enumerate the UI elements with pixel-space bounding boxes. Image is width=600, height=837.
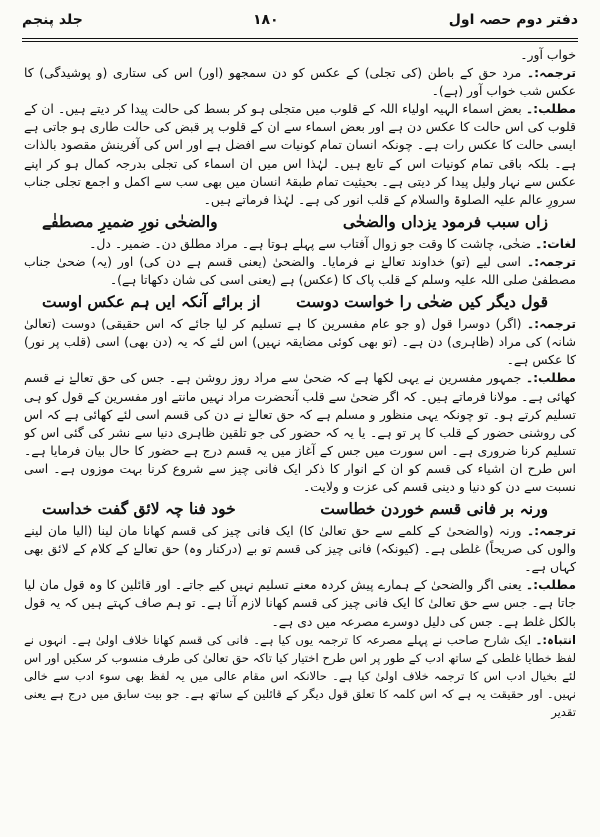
header-volume: جلد پنجم: [22, 12, 83, 28]
paragraph: مطلب:۔ یعنی اگر والضحیٰ کے ہمارے پیش کردہ معنے تسلیم نہیں کیے جاتے۔ اور قائلین کا وہ قول مان لیا جاتا ہے۔ جس سے حق تعالیٰ کا ایک فانی چیز کی قسم کھانا لازم آتا ہے۔ تو ہم صاف کہتے ہیں کہ یہ قول بالکل غلط ہے۔ جس کی دلیل دوسرے مصرعہ میں دی ہے۔: [24, 577, 576, 629]
verse-hemistich: قول دیگر کیں ضحٰی را خواست دوست: [296, 292, 548, 312]
paragraph-label: مطلب:۔: [525, 577, 576, 593]
header-section-title: دفتر دوم حصہ اول: [448, 12, 578, 28]
page-body: [24, 46, 576, 833]
header-rule: [22, 38, 578, 39]
page-number: ۱۸۰: [252, 12, 279, 28]
verse-hemistich: زاں سبب فرمود یزداں والضحٰی: [342, 211, 548, 231]
paragraph: لغات:۔ ضحٰی، چاشت کا وقت جو زوال آفتاب سے پہلے ہوتا ہے۔ مراد مطلق دن۔ ضمیر۔ دل۔: [89, 235, 576, 251]
verse-hemistich: والضحٰی نورِ ضمیرِ مصطفٰے: [42, 211, 218, 231]
paragraph-label: ترجمہ:۔: [526, 253, 576, 269]
paragraph: خواب آور۔: [520, 47, 576, 62]
paragraph-label: ترجمہ:۔: [526, 316, 576, 332]
paragraph: ترجمہ:۔ ورنہ (والضحیٰ کے کلمے سے حق تعالیٰ کا) ایک فانی چیز کی قسم کھانا مان لینا (الیا مان لینے والوں کی صریحاً) غلطی ہے۔ (کیونکہ) فانی چیز کی قسم تو بے (درکنار وہ) حق تعالےٰ کے کلام کے لائق بھی کہاں ہے۔: [24, 523, 576, 575]
verse-hemistich: خود فنا چہ لائق گفت خداست: [42, 499, 236, 519]
paragraph: مطلب:۔ بعض اسماء الہیہ اولیاء اللہ کے قلوب میں متجلی ہو کر بسط کی حالت پیدا کر دیتے ہیں۔ ان کے قلوب کی اس حالت کا عکس دن ہے اور بعض اسماء سے ان کے قلوب پر قبض کی حالت طاری ہو جاتی ہے ایسی حالت کا عکس رات ہے۔ چونکہ انسان تمام کونیات سے افضل ہے اور اس کی آفرینش مقصود بالذات ہے۔ بلکہ باقی تمام کونیات اس کے تابع ہیں۔ لہٰذا اس میں ان اسماء کی تجلی بدرجہ کمال ہو کر اپنے عکس سے نہار ولیل پیدا کر دیتی ہے۔ بحیثیت تمام طبقۂ انسان میں بھی سب سے اکمل و اجمع تجلی جناب سرورِ عالم علیہ الصلوۃ والسلام کے قلب انور کی ہے۔ لہٰذا فرماتے ہیں۔: [24, 101, 576, 207]
verse-hemistich: ورنہ بر فانی قسم خوردن خطاست: [320, 499, 548, 519]
paragraph-label: مطلب:۔: [525, 101, 576, 117]
paragraph-label: انتباہ:۔: [535, 632, 576, 647]
header-rule-thin: [22, 41, 578, 42]
verse-hemistich: از برائے آنکہ ایں ہم عکس اوست: [42, 292, 261, 312]
paragraph: ترجمہ:۔ (اگر) دوسرا قول (و جو عام مفسرین کا ہے تسلیم کر لیا جائے کہ اس حقیقی) دوست (تعالیٰ شانہ) کی مراد (ظاہری) دن ہے۔ (تو بھی کوئی مضایقہ نہیں) اس لئے کہ یہ (دن بھی) اسی (قلب پر نور) کا عکس ہے۔: [24, 316, 576, 368]
paragraph-label: لغات:۔: [535, 235, 576, 251]
paragraph: انتباہ:۔ ایک شارح صاحب نے پہلے مصرعہ کا ترجمہ یوں کیا ہے۔ فانی کی قسم کھانا خلاف اولیٰ ہے۔ انہوں نے لفظ خطایا غلطی کے ساتھ ادب کے طور پر اس طرح اختیار کیا تاکہ حق تعالیٰ کی طرف منسوب کر سکیں اور اس لئے بخیال ادب اس کا ترجمہ خلاف اولیٰ کیا ہے۔ حالانکہ اس مقام عالی میں یہ لفظ بھی سوء ادب سے خالی نہیں۔ اور حقیقت یہ ہے کہ اس کلمہ کا تعلق قول دیگر کے قائلین کے ساتھ ہے۔ جو بیت سابق میں درج ہے یعنی تقدیر: [24, 632, 576, 719]
paragraph: ترجمہ:۔ اسی لیے (تو) خداوند تعالےٰ نے فرمایا۔ والضحیٰ (یعنی قسم ہے دن کی) اور (یہ) ضحیٰ جناب مصطفیٰ صلی اللہ علیہ وسلم کے قلب پاک کا (عکس) ہے (یعنی اسی کی شان دکھاتا ہے)۔: [24, 253, 576, 288]
verse-couplet: [24, 289, 576, 315]
paragraph: ترجمہ:۔ مرد حق کے باطن (کی تجلی) کے عکس کو دن سمجھو (اور) اس کی ستاری (و پوشیدگی) کا عکس شب خواب آور (ہے)۔: [24, 65, 576, 99]
verse-couplet: [24, 209, 576, 235]
page-header: [22, 6, 578, 34]
paragraph-label: ترجمہ:۔: [526, 65, 576, 81]
paragraph: مطلب:۔ جمہور مفسرین نے یہی لکھا ہے کہ ضحیٰ سے مراد روز روشن ہے۔ جس کی حق تعالےٰ نے قسم کھائی ہے۔ مولانا فرماتے ہیں۔ کہ اگر ضحیٰ سے قلب آنحضرت مراد نہیں مانتے اور مفسرین کے قول کو ہی تسلیم کرتے ہو۔ تو چونکہ یہی منظور و مسلم ہے کہ حق تعالےٰ نے دن کی قسم اسی لئے کھائی ہے کہ اس کی روشنی حضور کے قلب کا پر تو ہے۔ یا یہ کہ حضور کی جو تلقین ظاہری دنیا سے نشر کی گئی اس کو تسلیم کرنا ضروری ہے۔ اس سورت میں جس کے آغاز میں یہ قسم درج ہے حضور کا حال بیان فرمایا ہے۔ اس طرح ان اشیاء کی قسم کو ان کے انوار کا ذکر ایک فانی چیز سے شروع کرنا بہت موزوں ہے۔ اسی نسبت سے دن کو دنیا و دینی قسم کی عزت و ولایت۔: [24, 370, 576, 494]
paragraph-label: ترجمہ:۔: [526, 523, 576, 539]
verse-couplet: [24, 496, 576, 522]
paragraph-label: مطلب:۔: [525, 370, 576, 386]
